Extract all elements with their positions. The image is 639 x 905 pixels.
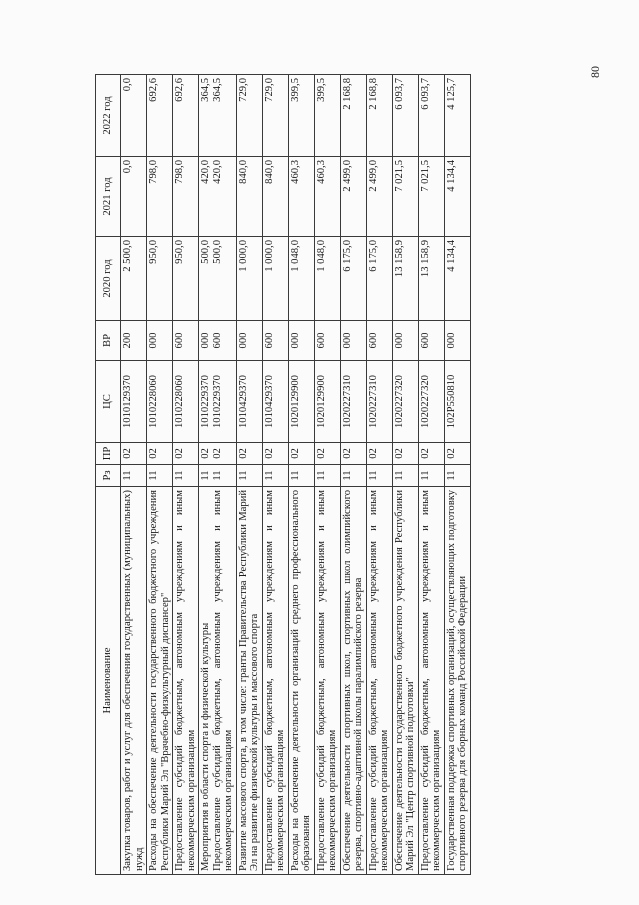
row-rz: 11 — [314, 465, 340, 487]
row-pr: 02 — [288, 443, 314, 465]
row-2020: 1 000,0 — [236, 237, 262, 321]
row-vr: 000 — [288, 321, 314, 361]
row-cs: 1020129900 — [314, 361, 340, 443]
row-2022: 364,5 — [200, 78, 211, 102]
row-rz: 11 — [121, 465, 147, 487]
row-pr: 02 — [262, 443, 288, 465]
row-rz: 11 — [444, 465, 470, 487]
row-vr: 600 — [418, 321, 444, 361]
row-rz: 11 — [200, 470, 211, 481]
row-pr: 02 — [200, 448, 211, 459]
row-name: Предоставление субсидий бюджетным, автономным учреждениям и иным некоммерческим организациям — [262, 487, 288, 875]
row-pr: 02 — [147, 443, 173, 465]
table-header-row — [96, 75, 121, 875]
row-2022: 729,0 — [262, 75, 288, 157]
row-2022: 399,5 — [288, 75, 314, 157]
row-cs: 1010229370 — [211, 375, 223, 428]
row-2022: 0,0 — [121, 75, 147, 157]
row-name: Обеспечение деятельности спортивных школ, спортивных школ олимпийского резерва, спортивно-адаптивной школы паралимпийского резерва — [340, 487, 366, 875]
row-vr: 000 — [236, 321, 262, 361]
header-name: Наименование — [96, 487, 121, 875]
row-name: Обеспечение деятельности государственного бюджетного учреждения Республики Марий Эл "Центр спортивной подготовки" — [392, 487, 418, 875]
row-2021: 0,0 — [121, 157, 147, 237]
row-pr: 02 — [392, 443, 418, 465]
row-rz: 11 — [418, 465, 444, 487]
row-name-pair — [199, 487, 237, 875]
row-pr-pair — [199, 443, 237, 465]
row-pr: 02 — [444, 443, 470, 465]
row-cs-pair — [199, 361, 237, 443]
row-2021-pair — [199, 157, 237, 237]
row-rz: 11 — [211, 470, 223, 481]
row-2021: 460,3 — [288, 157, 314, 237]
row-2022: 364,5 — [211, 78, 223, 102]
row-pr: 02 — [236, 443, 262, 465]
header-2020: 2020 год — [96, 237, 121, 321]
row-2020: 1 000,0 — [262, 237, 288, 321]
budget-table-container — [95, 75, 573, 875]
row-2022: 692,6 — [147, 75, 173, 157]
row-name: Предоставление субсидий бюджетным, автономным учреждениям и иным некоммерческим организациям — [173, 487, 199, 875]
row-rz: 11 — [366, 465, 392, 487]
header-cs: ЦС — [96, 361, 121, 443]
row-2022: 6 093,7 — [418, 75, 444, 157]
row-pr: 02 — [366, 443, 392, 465]
row-rz: 11 — [392, 465, 418, 487]
row-rz: 11 — [236, 465, 262, 487]
row-name: Предоставление субсидий бюджетным, автономным учреждениям и иным некоммерческим организациям — [366, 487, 392, 875]
row-rz-pair — [199, 465, 237, 487]
row-2021: 7 021,5 — [392, 157, 418, 237]
row-name: Предоставление субсидий бюджетным, автономным учреждениям и иным некоммерческим организациям — [211, 490, 234, 871]
row-2022: 729,0 — [236, 75, 262, 157]
header-rz: Рз — [96, 465, 121, 487]
row-vr: 600 — [314, 321, 340, 361]
row-cs: 1010129370 — [121, 361, 147, 443]
row-2021: 840,0 — [236, 157, 262, 237]
row-2020: 6 175,0 — [366, 237, 392, 321]
row-2021: 798,0 — [173, 157, 199, 237]
table-row — [444, 75, 470, 875]
row-name: Расходы на обеспечение деятельности государственного бюджетного учреждения Республики Марий Эл "Врачебно-физкультурный диспансер" — [147, 487, 173, 875]
header-2021: 2021 год — [96, 157, 121, 237]
table-row — [121, 75, 147, 875]
row-2021: 7 021,5 — [418, 157, 444, 237]
row-2020: 4 134,4 — [444, 237, 470, 321]
header-pr: ПР — [96, 443, 121, 465]
row-cs: 102P550810 — [444, 361, 470, 443]
row-2020: 500,0 — [200, 240, 211, 264]
row-cs: 1020227320 — [392, 361, 418, 443]
row-vr: 600 — [366, 321, 392, 361]
row-2020: 500,0 — [211, 240, 223, 264]
row-vr: 600 — [173, 321, 199, 361]
row-rz: 11 — [340, 465, 366, 487]
row-rz: 11 — [262, 465, 288, 487]
row-2020: 950,0 — [147, 237, 173, 321]
row-cs: 1020227310 — [366, 361, 392, 443]
table-row — [173, 75, 199, 875]
row-2021: 2 499,0 — [366, 157, 392, 237]
row-pr: 02 — [314, 443, 340, 465]
row-cs: 1010228060 — [147, 361, 173, 443]
row-2021: 420,0 — [211, 160, 223, 184]
row-2020: 1 048,0 — [288, 237, 314, 321]
row-2021: 2 499,0 — [340, 157, 366, 237]
row-vr: 200 — [121, 321, 147, 361]
row-pr: 02 — [418, 443, 444, 465]
row-rz: 11 — [288, 465, 314, 487]
row-2020-pair — [199, 237, 237, 321]
row-2020: 1 048,0 — [314, 237, 340, 321]
table-row — [147, 75, 173, 875]
row-pr: 02 — [121, 443, 147, 465]
table-row-double — [199, 75, 237, 875]
header-vr: ВР — [96, 321, 121, 361]
row-vr: 000 — [392, 321, 418, 361]
row-2021: 460,3 — [314, 157, 340, 237]
row-name: Государственная поддержка спортивных организаций, осуществляющих подготовку спортивного резерва для сборных команд Российской Федерации — [444, 487, 470, 875]
page-number: 80 — [588, 66, 602, 78]
row-2022-pair — [199, 75, 237, 157]
row-2022: 2 168,8 — [340, 75, 366, 157]
row-2021: 4 134,4 — [444, 157, 470, 237]
row-vr: 600 — [211, 332, 223, 349]
table-row — [340, 75, 366, 875]
row-pr: 02 — [211, 448, 223, 459]
row-name: Предоставление субсидий бюджетным, автономным учреждениям и иным некоммерческим организациям — [314, 487, 340, 875]
row-2020: 13 158,9 — [392, 237, 418, 321]
row-2020: 950,0 — [173, 237, 199, 321]
row-2020: 6 175,0 — [340, 237, 366, 321]
row-cs: 1020129900 — [288, 361, 314, 443]
row-cs: 1010228060 — [173, 361, 199, 443]
row-2021: 420,0 — [200, 160, 211, 184]
row-name: Закупка товаров, работ и услуг для обеспечения государственных (муниципальных) нужд — [121, 487, 147, 875]
table-row — [366, 75, 392, 875]
row-2022: 399,5 — [314, 75, 340, 157]
row-cs: 1010229370 — [200, 375, 211, 428]
table-row — [236, 75, 262, 875]
row-cs: 1010429370 — [236, 361, 262, 443]
row-rz: 11 — [147, 465, 173, 487]
table-row — [288, 75, 314, 875]
row-rz: 11 — [173, 465, 199, 487]
row-name: Развитие массового спорта, в том числе: гранты Правительства Республики Марий Эл на развитие физической культуры и массового спорта — [236, 487, 262, 875]
row-vr: 000 — [200, 332, 211, 349]
table-row — [314, 75, 340, 875]
row-pr: 02 — [340, 443, 366, 465]
row-2020: 2 500,0 — [121, 237, 147, 321]
table-row — [392, 75, 418, 875]
row-2020: 13 158,9 — [418, 237, 444, 321]
row-vr: 000 — [444, 321, 470, 361]
row-vr: 000 — [147, 321, 173, 361]
row-cs: 1010429370 — [262, 361, 288, 443]
row-name: Расходы на обеспечение деятельности организаций среднего профессионального образования — [288, 487, 314, 875]
table-row — [418, 75, 444, 875]
row-vr: 600 — [262, 321, 288, 361]
row-name: Предоставление субсидий бюджетным, автономным учреждениям и иным некоммерческим организациям — [418, 487, 444, 875]
row-vr: 000 — [340, 321, 366, 361]
row-2021: 840,0 — [262, 157, 288, 237]
row-pr: 02 — [173, 443, 199, 465]
row-2022: 6 093,7 — [392, 75, 418, 157]
row-cs: 1020227320 — [418, 361, 444, 443]
row-name: Мероприятия в области спорта и физической культуры — [200, 622, 211, 871]
budget-table — [95, 74, 471, 875]
table-row — [262, 75, 288, 875]
row-2022: 4 125,7 — [444, 75, 470, 157]
header-2022: 2022 год — [96, 75, 121, 157]
row-cs: 1020227310 — [340, 361, 366, 443]
row-2021: 798,0 — [147, 157, 173, 237]
row-2022: 692,6 — [173, 75, 199, 157]
row-2022: 2 168,8 — [366, 75, 392, 157]
row-vr-pair — [199, 321, 237, 361]
